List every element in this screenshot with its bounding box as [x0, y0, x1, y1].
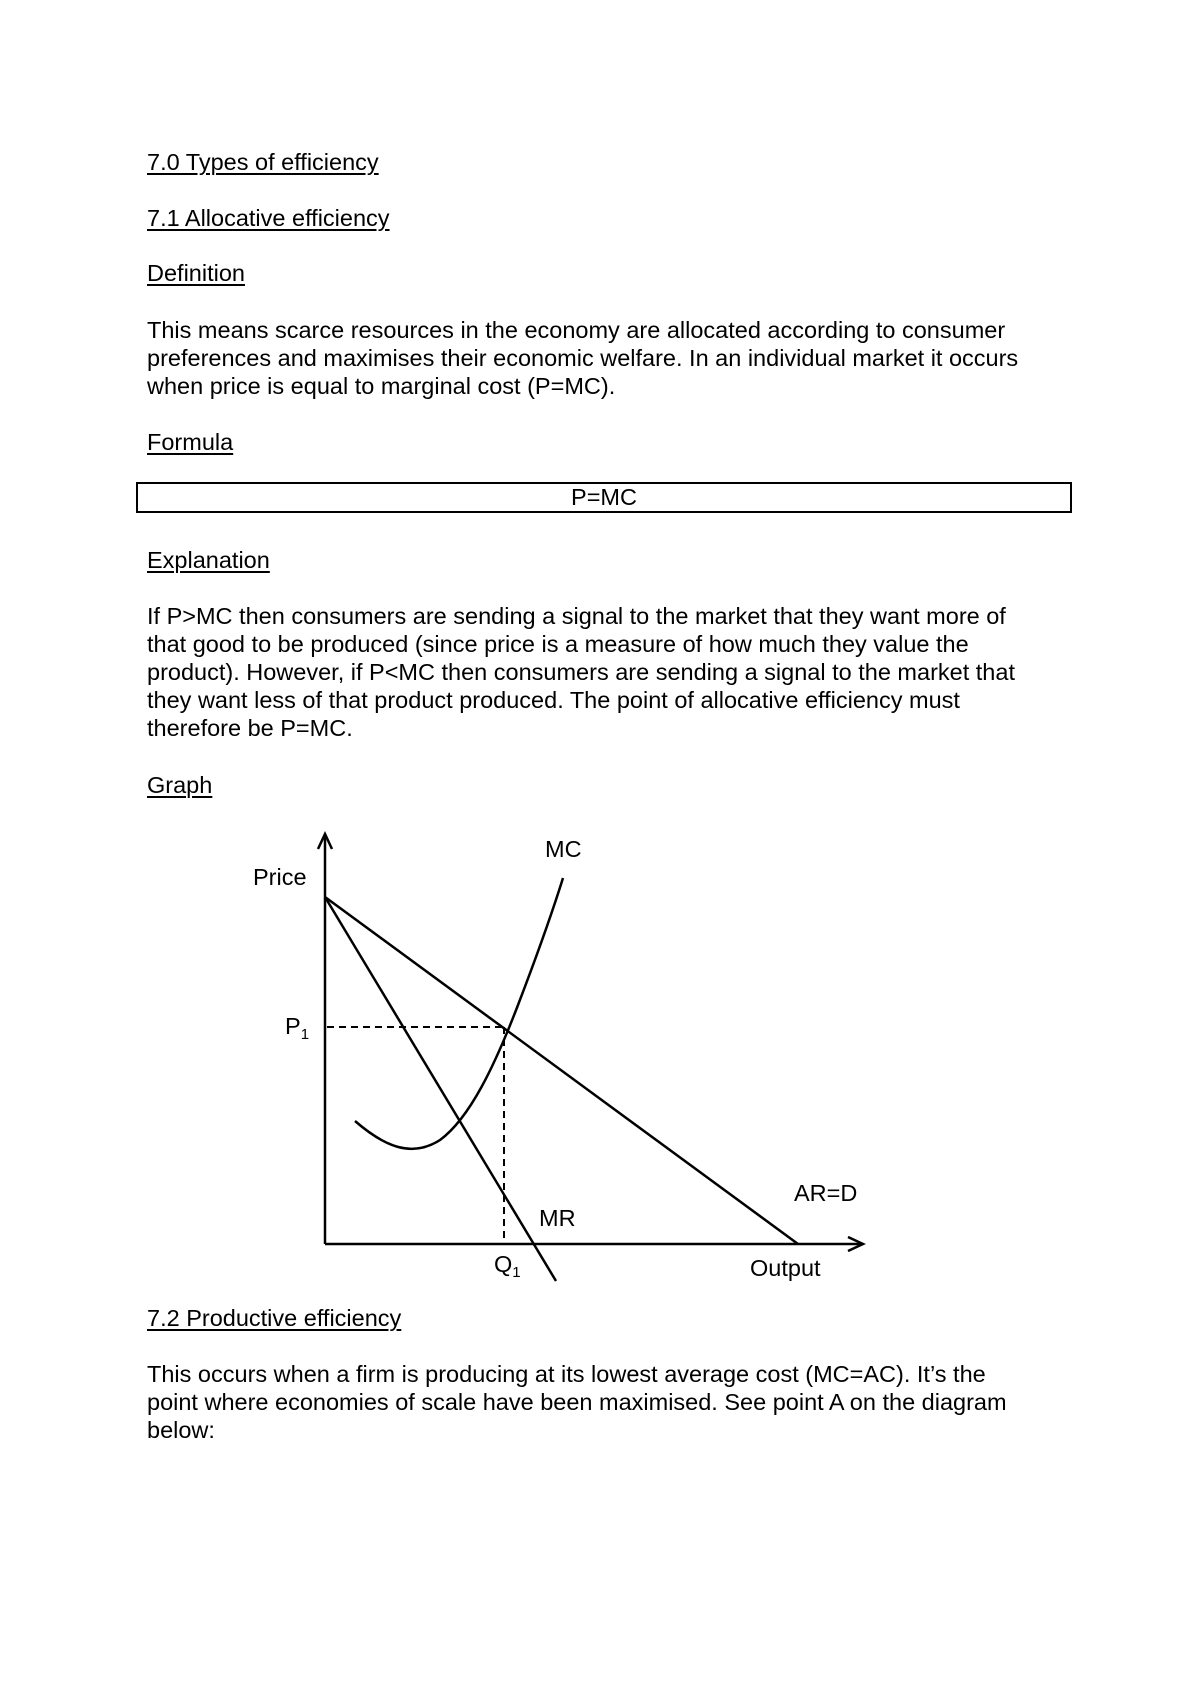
label-graph: Graph	[147, 772, 213, 798]
label-explanation: Explanation	[147, 547, 270, 573]
heading-allocative-efficiency: 7.1 Allocative efficiency	[147, 205, 390, 231]
output-axis-label: Output	[750, 1255, 821, 1281]
explanation-line: they want less of that product produced. The point of allocative efficiency must	[147, 687, 960, 713]
productive-line: point where economies of scale have been maximised. See point A on the diagram	[147, 1389, 1007, 1415]
ar-demand-curve	[325, 897, 798, 1244]
q1-label: $Q_1$	[494, 1251, 521, 1281]
ar-d-label: AR=D	[794, 1180, 858, 1206]
productive-line: This occurs when a firm is producing at its lowest average cost (MC=AC). It’s the	[147, 1361, 986, 1387]
mc-label: MC	[545, 836, 582, 862]
mr-curve	[325, 897, 556, 1281]
price-axis-label: Price	[253, 864, 307, 890]
definition-line: preferences and maximises their economic welfare. In an individual market it occurs	[147, 345, 1019, 371]
productive-paragraph	[147, 1360, 1007, 1444]
heading-productive-efficiency: 7.2 Productive efficiency	[147, 1305, 402, 1331]
mc-curve	[355, 878, 563, 1149]
explanation-line: If P>MC then consumers are sending a signal to the market that they want more of	[147, 603, 1006, 629]
p1-label: $P_1$	[285, 1013, 310, 1043]
explanation-line: that good to be produced (since price is a measure of how much they value the	[147, 631, 969, 657]
explanation-line: therefore be P=MC.	[147, 715, 353, 741]
heading-types-of-efficiency: 7.0 Types of efficiency	[147, 149, 379, 175]
formula-text: P=MC	[571, 484, 637, 510]
label-formula: Formula	[147, 429, 234, 455]
definition-line: when price is equal to marginal cost (P=MC).	[147, 373, 616, 399]
productive-line: below:	[147, 1417, 215, 1443]
label-definition: Definition	[147, 260, 245, 286]
explanation-line: product). However, if P<MC then consumers are sending a signal to the market that	[147, 659, 1015, 685]
mr-label: MR	[539, 1205, 576, 1231]
definition-line: This means scarce resources in the economy are allocated according to consumer	[147, 317, 1006, 343]
